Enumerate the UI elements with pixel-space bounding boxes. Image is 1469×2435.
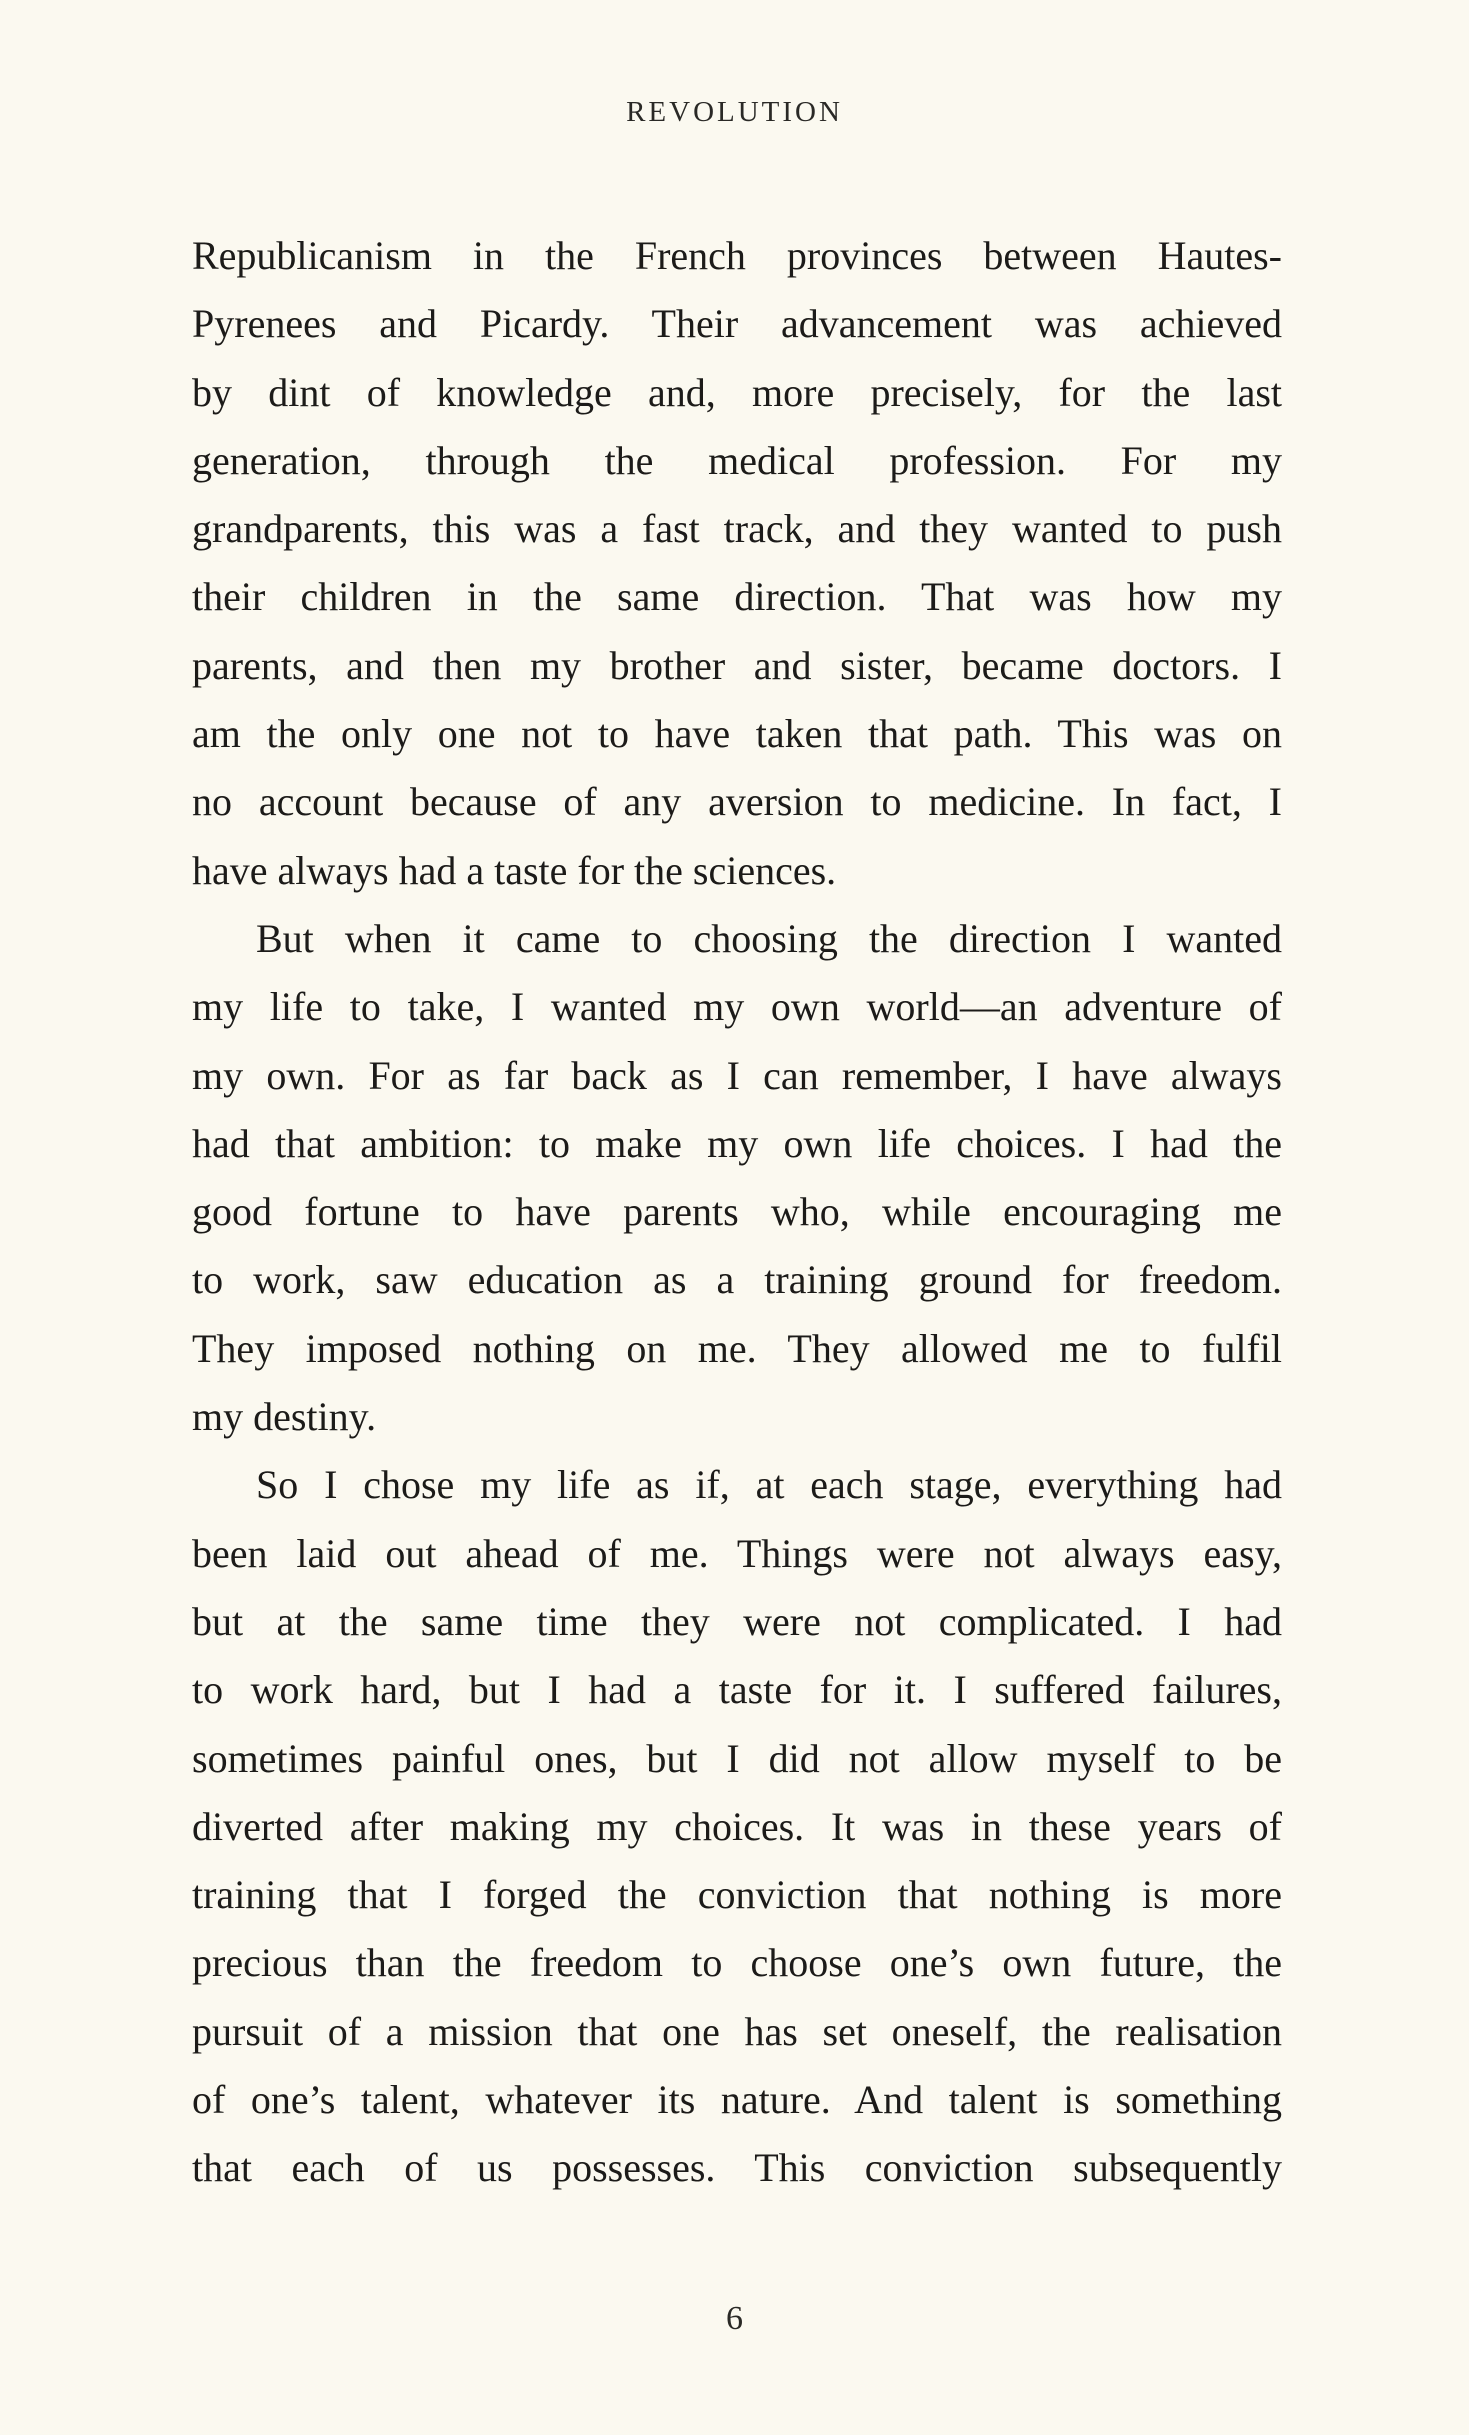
text-line: my destiny. [192, 1394, 377, 1440]
running-head: REVOLUTION [626, 96, 843, 128]
paragraph-first-line: But when it came to choosing the direction I wanted [256, 915, 1282, 961]
text-line: that each of us possesses. This conviction subsequently [192, 2145, 1282, 2191]
text-line: They imposed nothing on me. They allowed me to fulfil [192, 1325, 1282, 1371]
text-line: my own. For as far back as I can remember, I have always [192, 1052, 1282, 1098]
text-line: generation, through the medical profession. For my [192, 437, 1282, 483]
text-line: had that ambition: to make my own life choices. I had the [192, 1120, 1282, 1166]
text-line: have always had a taste for the sciences. [192, 847, 837, 893]
text-line: pursuit of a mission that one has set oneself, the realisation [192, 2008, 1282, 2054]
text-line: precious than the freedom to choose one’s own future, the [192, 1940, 1282, 1986]
text-line: been laid out ahead of me. Things were not always easy, [192, 1530, 1282, 1576]
text-line: sometimes painful ones, but I did not allow myself to be [192, 1735, 1282, 1781]
text-line: good fortune to have parents who, while encouraging me [192, 1189, 1282, 1235]
text-line: of one’s talent, whatever its nature. And talent is something [192, 2077, 1282, 2123]
text-line: my life to take, I wanted my own world—an adventure of [192, 984, 1282, 1030]
text-line: their children in the same direction. That was how my [192, 574, 1282, 620]
text-line: diverted after making my choices. It was in these years of [192, 1803, 1282, 1849]
text-line: to work, saw education as a training ground for freedom. [192, 1257, 1282, 1303]
page-number: 6 [726, 2300, 743, 2337]
text-line: parents, and then my brother and sister, became doctors. I [192, 642, 1282, 688]
text-line: but at the same time they were not complicated. I had [192, 1598, 1282, 1644]
text-line: Pyrenees and Picardy. Their advancement was achieved [192, 301, 1282, 347]
text-line: grandparents, this was a fast track, and they wanted to push [192, 506, 1282, 552]
body-text [192, 222, 1282, 2203]
text-line: by dint of knowledge and, more precisely, for the last [192, 369, 1282, 415]
text-line: no account because of any aversion to medicine. In fact, I [192, 779, 1282, 825]
paragraph-first-line: So I chose my life as if, at each stage, everything had [256, 1462, 1282, 1508]
text-line: to work hard, but I had a taste for it. I suffered failures, [192, 1667, 1282, 1713]
text-line: training that I forged the conviction that nothing is more [192, 1872, 1282, 1918]
text-line: am the only one not to have taken that path. This was on [192, 711, 1282, 757]
text-line: Republicanism in the French provinces between Hautes- [192, 233, 1282, 278]
